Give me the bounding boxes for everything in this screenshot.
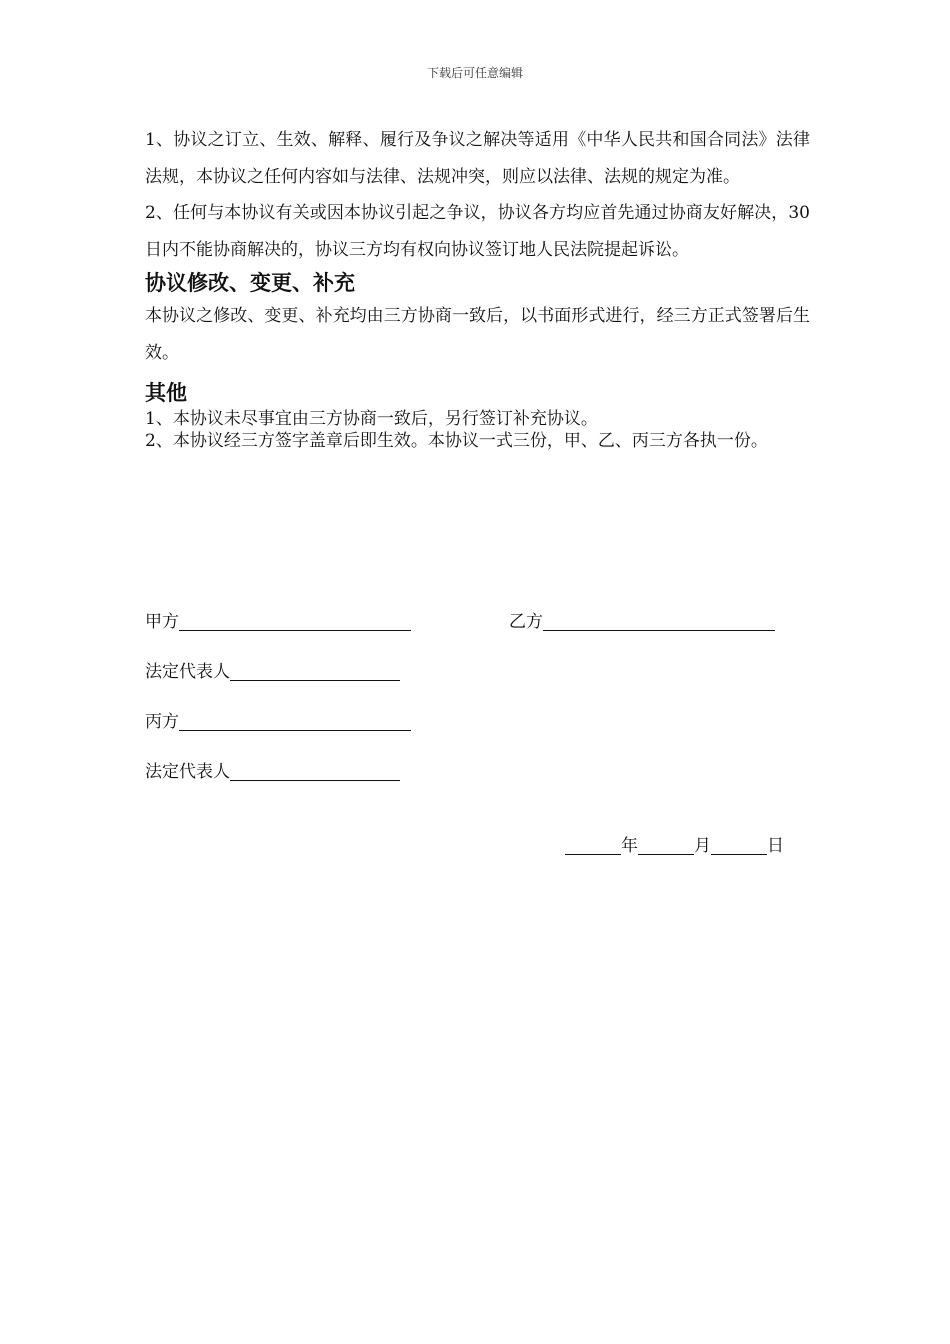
- signature-row-party-c: [145, 708, 810, 758]
- other-clause-2: 2、本协议经三方签字盖章后即生效。本协议一式三份，甲、乙、丙三方各执一份。: [145, 431, 768, 452]
- legal-rep-c-signature: [145, 758, 400, 786]
- document-body: [145, 122, 810, 453]
- other-heading: 其他: [145, 380, 187, 405]
- party-a-signature: [145, 608, 411, 636]
- legal-rep-a-signature: [145, 658, 400, 686]
- signature-block: [145, 608, 810, 808]
- party-c-signature: [145, 708, 411, 736]
- signing-date: [565, 832, 784, 860]
- party-a-line: [179, 610, 411, 631]
- year-blank: [565, 834, 621, 855]
- party-b-signature: [509, 608, 775, 636]
- party-a-label: 甲方: [145, 612, 179, 632]
- law-clause-2: 2、任何与本协议有关或因本协议引起之争议，协议各方均应首先通过协商友好解决，30日内不能协商解决的，协议三方均有权向协议签订地人民法院提起诉讼。: [145, 203, 810, 260]
- party-c-label: 丙方: [145, 712, 179, 732]
- signature-row-parties: [145, 608, 810, 658]
- law-clause-1: 1、协议之订立、生效、解释、履行及争议之解决等适用《中华人民共和国合同法》法律法规，本协议之任何内容如与法律、法规冲突，则应以法律、法规的规定为准。: [145, 130, 810, 187]
- signature-row-rep-c: [145, 758, 810, 808]
- legal-rep-c-line: [230, 760, 400, 781]
- amend-heading: 协议修改、变更、补充: [145, 271, 355, 296]
- signature-row-rep-a: [145, 658, 810, 708]
- day-label: 日: [767, 836, 784, 856]
- other-clause-1: 1、本协议未尽事宜由三方协商一致后，另行签订补充协议。: [145, 408, 598, 429]
- year-label: 年: [621, 836, 638, 856]
- legal-rep-c-label: 法定代表人: [145, 762, 230, 782]
- party-b-line: [543, 610, 775, 631]
- legal-rep-a-line: [230, 660, 400, 681]
- amend-clause: 本协议之修改、变更、补充均由三方协商一致后，以书面形式进行，经三方正式签署后生效。: [145, 306, 810, 363]
- party-b-label: 乙方: [509, 612, 543, 632]
- day-blank: [711, 834, 767, 855]
- page-header: 下载后可任意编辑: [426, 66, 523, 80]
- legal-rep-a-label: 法定代表人: [145, 662, 230, 682]
- month-blank: [638, 834, 694, 855]
- party-c-line: [179, 710, 411, 731]
- month-label: 月: [694, 836, 711, 856]
